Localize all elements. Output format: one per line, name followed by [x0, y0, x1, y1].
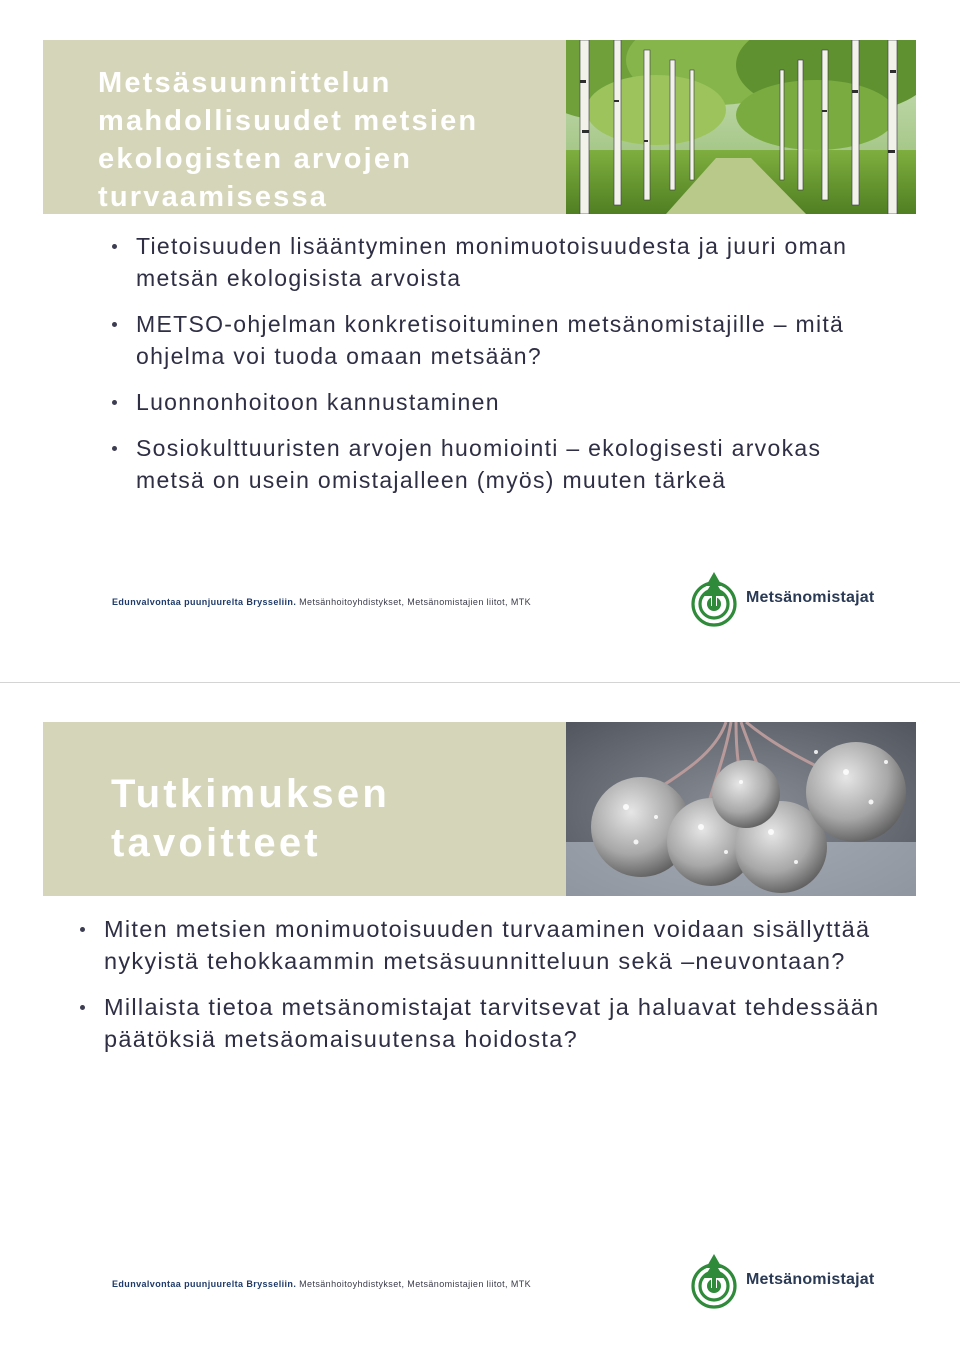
footer-text — [112, 1279, 531, 1289]
footer-text — [112, 597, 531, 607]
forest-owners-logo — [686, 1252, 886, 1310]
slide-title: Tutkimuksen tavoitteet — [111, 772, 390, 865]
title-band — [43, 722, 566, 896]
list-item: Millaista tietoa metsänomistajat tarvitsevat ja haluavat tehdessään päätöksiä metsäomaisuutensa hoidosta? — [78, 991, 898, 1055]
slide-2 — [0, 684, 960, 1367]
slide-1 — [0, 0, 960, 683]
bullet-icon — [112, 400, 117, 405]
footer-slogan: Edunvalvontaa puunjuurelta Brysseliin. — [112, 1279, 297, 1289]
footer-organizations: Metsänhoitoyhdistykset, Metsänomistajien liitot, MTK — [296, 1279, 532, 1289]
bullet-list — [78, 913, 898, 1069]
bullet-icon — [112, 446, 117, 451]
footer-slogan: Edunvalvontaa puunjuurelta Brysseliin. — [112, 597, 297, 607]
list-item: METSO-ohjelman konkretisoituminen metsänomistajille – mitä ohjelma voi tuoda omaan metsään? — [110, 308, 890, 372]
forest-owners-logo-icon — [686, 570, 742, 628]
bullet-icon — [80, 927, 85, 932]
list-item: Miten metsien monimuotoisuuden turvaaminen voidaan sisällyttää nykyistä tehokkaammin metsäsuunnitteluun sekä –neuvontaan? — [78, 913, 898, 977]
forest-owners-logo — [686, 570, 886, 628]
bullet-icon — [80, 1005, 85, 1010]
list-item: Tietoisuuden lisääntyminen monimuotoisuudesta ja juuri oman metsän ekologisista arvoista — [110, 230, 890, 294]
bullet-icon — [112, 244, 117, 249]
title-band — [43, 40, 566, 214]
forest-owners-logo-icon — [686, 1252, 742, 1310]
logo-text: Metsänomistajat — [746, 589, 875, 606]
footer-organizations: Metsänhoitoyhdistykset, Metsänomistajien liitot, MTK — [296, 597, 532, 607]
birch-path-photo-icon — [566, 40, 916, 214]
bullet-icon — [112, 322, 117, 327]
bullet-list — [110, 230, 890, 510]
slide-title: Metsäsuunnittelun mahdollisuudet metsien ekologisten arvojen turvaamisessa — [98, 67, 479, 213]
list-item: Luonnonhoitoon kannustaminen — [110, 386, 890, 418]
frosted-berries-photo-icon — [566, 722, 916, 896]
logo-text: Metsänomistajat — [746, 1271, 875, 1288]
list-item: Sosiokulttuuristen arvojen huomiointi – ekologisesti arvokas metsä on usein omistajalleen (myös) muuten tärkeä — [110, 432, 890, 496]
